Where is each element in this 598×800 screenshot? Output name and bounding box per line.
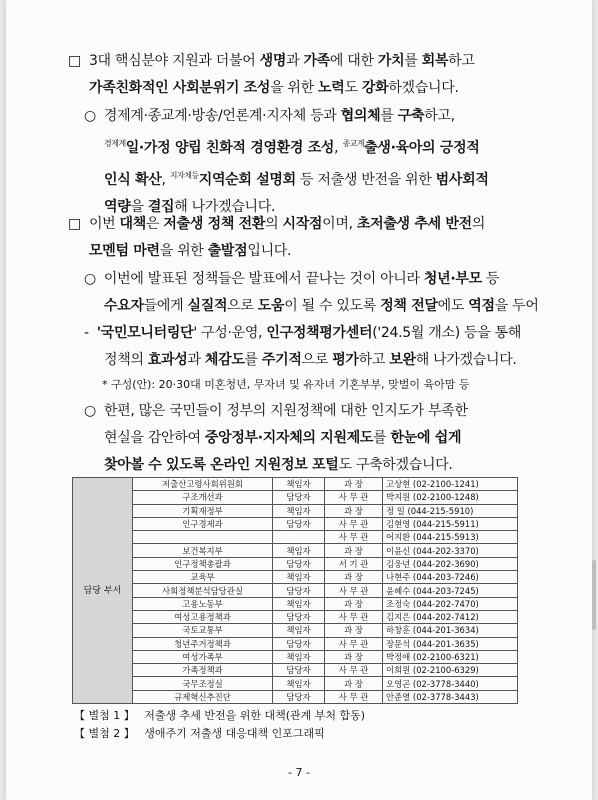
attachment-2-label: 【 별첨 2 】	[74, 727, 135, 740]
bullet-marker: -	[84, 325, 89, 341]
text-segment: 경제계·종교계·방송/언론계·지자체	[103, 108, 306, 124]
text-segment: 저출생 정책 전환	[163, 216, 266, 232]
text-segment: 보완	[389, 352, 416, 368]
section-2	[84, 103, 489, 221]
person-cell: 윤혜수 (044-203-7245)	[383, 584, 518, 597]
text-segment: 구축	[397, 108, 425, 124]
role-cell: 책임자	[273, 504, 325, 517]
text-segment: 이 될 수 있도록	[284, 298, 381, 314]
text-segment: 경제계	[104, 139, 126, 148]
text-segment: 실질적	[187, 298, 228, 314]
role-cell: 담당자	[273, 491, 325, 504]
text-line	[84, 293, 539, 320]
title-cell: 사 무 관	[325, 690, 383, 703]
table-row	[73, 478, 518, 491]
text-segment: 3대 핵심분야 지원과 더불어	[88, 53, 260, 69]
org-cell: 인구경제과	[133, 517, 273, 530]
org-cell: 국무조정실	[133, 677, 273, 690]
text-line	[84, 103, 489, 130]
org-cell: 보건복지부	[133, 544, 273, 557]
text-segment: 종교계	[342, 139, 365, 148]
text-segment: ,	[334, 140, 343, 156]
person-cell: 오영곤 (02-3778-3440)	[383, 677, 518, 690]
table-row	[73, 597, 518, 610]
person-cell: 정 일 (044-215-5910)	[383, 504, 518, 517]
person-cell: 조정숙 (044-202-7470)	[383, 597, 518, 610]
org-cell: 기획재정부	[133, 504, 273, 517]
title-cell: 사 무 관	[325, 637, 383, 650]
table-row	[73, 664, 518, 677]
text-segment: 대책	[119, 216, 146, 232]
text-segment: 지자체등	[169, 171, 199, 180]
text-segment: 찾아볼 수 있도록 온라인 지원정보 포털	[104, 457, 339, 473]
org-cell: 사회정책분석담당관실	[133, 584, 273, 597]
text-segment: 한편, 많은 국민들이 정부의 지원정책에 대한 인지도가 부족한	[103, 403, 468, 419]
text-line	[68, 211, 485, 238]
person-cell: 김지은 (044-202-7412)	[383, 610, 518, 623]
text-segment: 평가	[332, 352, 359, 368]
text-segment: 강화	[361, 80, 389, 96]
text-segment: 시작점	[282, 216, 323, 232]
bullet-marker: □	[68, 53, 81, 69]
text-line	[84, 425, 468, 452]
title-cell: 사 무 관	[325, 531, 383, 544]
title-cell: 과 장	[325, 597, 383, 610]
text-segment: 이며,	[322, 216, 357, 232]
title-cell: 과 장	[325, 504, 383, 517]
title-cell: 과 장	[325, 544, 383, 557]
table-row	[73, 677, 518, 690]
text-segment: 효과성	[147, 352, 188, 368]
person-cell: 장문석 (044-201-3635)	[383, 637, 518, 650]
title-cell: 사 무 관	[325, 610, 383, 623]
title-cell: 사 무 관	[325, 491, 383, 504]
text-segment: 으로	[227, 298, 258, 314]
text-segment: 등	[481, 271, 500, 287]
text-segment: 협의체	[340, 108, 381, 124]
composition-note: * 구성(안): 20·30대 미혼청년, 무자녀 및 유자녀 기혼부부, 맞벌이 육아맘 등	[102, 378, 470, 391]
section-5	[84, 320, 521, 374]
text-segment: 등과	[305, 108, 341, 124]
text-segment: 의	[471, 216, 486, 232]
text-segment: 역점	[468, 298, 495, 314]
text-segment: 하겠습니다.	[388, 80, 459, 96]
text-segment: 에도	[437, 298, 469, 314]
table-row	[73, 531, 518, 544]
person-cell: 박지원 (02-2100-1248)	[383, 491, 518, 504]
text-segment: 이번	[88, 216, 120, 232]
text-segment: 들에게	[143, 298, 188, 314]
person-cell: 이윤신 (044-202-3370)	[383, 544, 518, 557]
text-segment: 도움	[257, 298, 285, 314]
text-segment: 을 두어	[494, 298, 539, 314]
text-segment: 주기적	[261, 352, 302, 368]
text-segment: 수요자	[104, 298, 144, 314]
person-cell: 김웅년 (044-202-3690)	[383, 557, 518, 570]
title-cell: 과 장	[325, 571, 383, 584]
text-segment: 과	[286, 53, 304, 69]
text-segment: 결집	[147, 199, 175, 215]
text-segment: 인식 확산	[104, 172, 162, 188]
role-cell: 책임자	[273, 597, 325, 610]
text-segment: 으로	[301, 352, 333, 368]
org-cell	[133, 531, 273, 544]
table-row	[73, 517, 518, 530]
title-cell: 과 장	[325, 624, 383, 637]
role-cell: 책임자	[273, 544, 325, 557]
org-cell: 국토교통부	[133, 624, 273, 637]
org-cell: 고용노동부	[133, 597, 273, 610]
text-segment: 노력	[318, 80, 345, 96]
text-line: - '국민모니터링단' 구성·운영, 인구정책평가센터('24.5월 개소) 등을 통해	[84, 325, 522, 341]
text-segment: 하고	[448, 53, 475, 69]
document-page	[6, 0, 592, 800]
text-segment: 한눈에 쉽게	[390, 430, 462, 446]
text-segment: 을 위한	[270, 80, 319, 96]
table-row	[73, 624, 518, 637]
attachment-1	[74, 707, 365, 723]
title-cell: 사 무 관	[325, 517, 383, 530]
person-cell: 어지환 (044-215-5913)	[383, 531, 518, 544]
role-cell: 책임자	[273, 624, 325, 637]
person-cell: 하창훈 (044-201-3634)	[383, 624, 518, 637]
title-cell: 서 기 관	[325, 557, 383, 570]
text-line	[84, 398, 468, 425]
text-line	[68, 48, 475, 75]
org-cell: 여성가족부	[133, 650, 273, 663]
person-cell: 이희원 (02-2100-6329)	[383, 664, 518, 677]
table-row	[73, 491, 518, 504]
text-line	[68, 75, 475, 102]
person-cell: 고상현 (02-2100-1241)	[383, 478, 518, 491]
text-segment: 인구정책평가센터	[266, 325, 373, 341]
text-segment: ,	[161, 172, 170, 188]
text-segment: 체감도	[204, 352, 245, 368]
attachment-1-text: 저출생 추세 반전을 위한 대책(관계 부처 합동)	[144, 709, 366, 722]
text-segment: 초저출생 추세 반전	[356, 216, 472, 232]
text-segment: 지역순회 설명회	[198, 172, 296, 188]
role-cell: 담당자	[273, 584, 325, 597]
text-segment: 해 나가겠습니다.	[415, 352, 517, 368]
bullet-marker: ○	[84, 108, 96, 124]
attachment-2	[74, 725, 325, 741]
text-segment: 중앙정부·지자체의 지원제도	[204, 430, 374, 446]
table-row	[73, 650, 518, 663]
title-cell: 과 장	[325, 478, 383, 491]
role-cell: 책임자	[273, 650, 325, 663]
person-cell: 김현영 (044-215-5911)	[383, 517, 518, 530]
title-cell: 사 무 관	[325, 664, 383, 677]
person-cell: 나현주 (044-203-7246)	[383, 571, 518, 584]
text-segment: 모멘텀 마련	[89, 243, 160, 259]
role-cell: 담당자	[273, 517, 325, 530]
attachment-2-text: 생애주기 저출생 대응대책 인포그래픽	[144, 727, 325, 740]
table-row	[73, 557, 518, 570]
text-segment: 출생·육아의 긍정적	[364, 140, 480, 156]
text-segment: 하고	[358, 352, 390, 368]
role-cell	[273, 531, 325, 544]
text-segment: 도	[344, 80, 362, 96]
text-segment: 를	[380, 108, 398, 124]
table-row	[73, 504, 518, 517]
text-segment: 에 대한	[329, 53, 378, 69]
section-3	[68, 211, 485, 265]
text-segment: 정책 전달	[380, 298, 438, 314]
text-segment: ' 구성·운영,	[193, 325, 267, 341]
person-cell: 안준열 (02-3778-3443)	[383, 690, 518, 703]
org-cell: 규제혁신추진단	[133, 690, 273, 703]
role-cell: 책임자	[273, 571, 325, 584]
text-line	[84, 130, 489, 162]
table-row	[73, 637, 518, 650]
text-segment: 도 구축하겠습니다.	[338, 457, 453, 473]
text-segment: 역량	[104, 199, 131, 215]
org-cell: 교육부	[133, 571, 273, 584]
section-4	[84, 266, 539, 320]
text-segment: 일·가정 양립 친화적 경영환경 조성	[125, 140, 335, 156]
text-segment: 입니다.	[247, 243, 292, 259]
title-cell: 과 장	[325, 677, 383, 690]
text-segment: 가족친화적인 사회분위기 조성	[89, 80, 271, 96]
department-label-cell: 담당 부서	[73, 478, 133, 704]
text-segment: 출발점	[207, 243, 248, 259]
text-segment: 가족	[303, 53, 330, 69]
org-cell: 저출산고령사회위원회	[133, 478, 273, 491]
text-segment: 은	[146, 216, 164, 232]
role-cell: 책임자	[273, 478, 325, 491]
text-segment: 가치	[377, 53, 405, 69]
org-cell: 여성고용정책과	[133, 610, 273, 623]
org-cell: 구조개선과	[133, 491, 273, 504]
text-segment: 를	[373, 430, 391, 446]
title-cell: 과 장	[325, 650, 383, 663]
text-segment: 생명	[259, 53, 287, 69]
text-segment: 범사회적	[435, 172, 489, 188]
text-line	[84, 266, 539, 293]
text-line	[68, 238, 485, 265]
section-1	[68, 48, 475, 102]
bullet-marker: ○	[84, 271, 96, 287]
text-segment: 하고,	[424, 108, 455, 124]
bullet-marker: □	[68, 216, 81, 232]
role-cell: 책임자	[273, 677, 325, 690]
table-row	[73, 610, 518, 623]
page-number: - 7 -	[288, 766, 310, 779]
person-cell: 박정애 (02-2100-6321)	[383, 650, 518, 663]
text-segment: 정책의	[104, 352, 148, 368]
table-row	[73, 584, 518, 597]
role-cell: 담당자	[273, 637, 325, 650]
department-contact-table	[72, 477, 518, 704]
text-segment: ('24.5월 개소) 등을 통해	[372, 325, 522, 341]
text-segment: 를	[244, 352, 262, 368]
role-cell: 담당자	[273, 557, 325, 570]
attachment-1-label: 【 별첨 1 】	[74, 709, 135, 722]
text-segment: 현실을 감안하여	[104, 430, 205, 446]
text-segment: 국민모니터링단	[100, 325, 194, 341]
text-segment: 를	[404, 53, 422, 69]
bullet-marker: ○	[84, 403, 96, 419]
text-segment: 등 저출생 반전을 위한	[295, 172, 436, 188]
text-segment: 을 위한	[159, 243, 208, 259]
table-row	[73, 690, 518, 703]
role-cell: 담당자	[273, 664, 325, 677]
table-row	[73, 544, 518, 557]
text-line	[84, 347, 521, 374]
org-cell: 인구정책총괄과	[133, 557, 273, 570]
role-cell: 담당자	[273, 690, 325, 703]
section-6	[84, 398, 468, 479]
table-row	[73, 571, 518, 584]
role-cell: 담당자	[273, 610, 325, 623]
text-segment: 청년·부모	[423, 271, 482, 287]
text-segment: 의	[265, 216, 283, 232]
text-segment: 과	[187, 352, 205, 368]
org-cell: 가족정책과	[133, 664, 273, 677]
text-segment: 이번에 발표된 정책들은 발표에서 끝나는 것이 아니라	[103, 271, 424, 287]
text-line	[84, 452, 468, 479]
title-cell: 사 무 관	[325, 584, 383, 597]
text-segment: 을	[130, 199, 148, 215]
org-cell: 청년주거정책과	[133, 637, 273, 650]
text-line	[84, 162, 489, 194]
text-segment: 회복	[421, 53, 449, 69]
text-segment: 해 나가겠습니다.	[174, 199, 276, 215]
scrollbar[interactable]	[592, 560, 596, 630]
